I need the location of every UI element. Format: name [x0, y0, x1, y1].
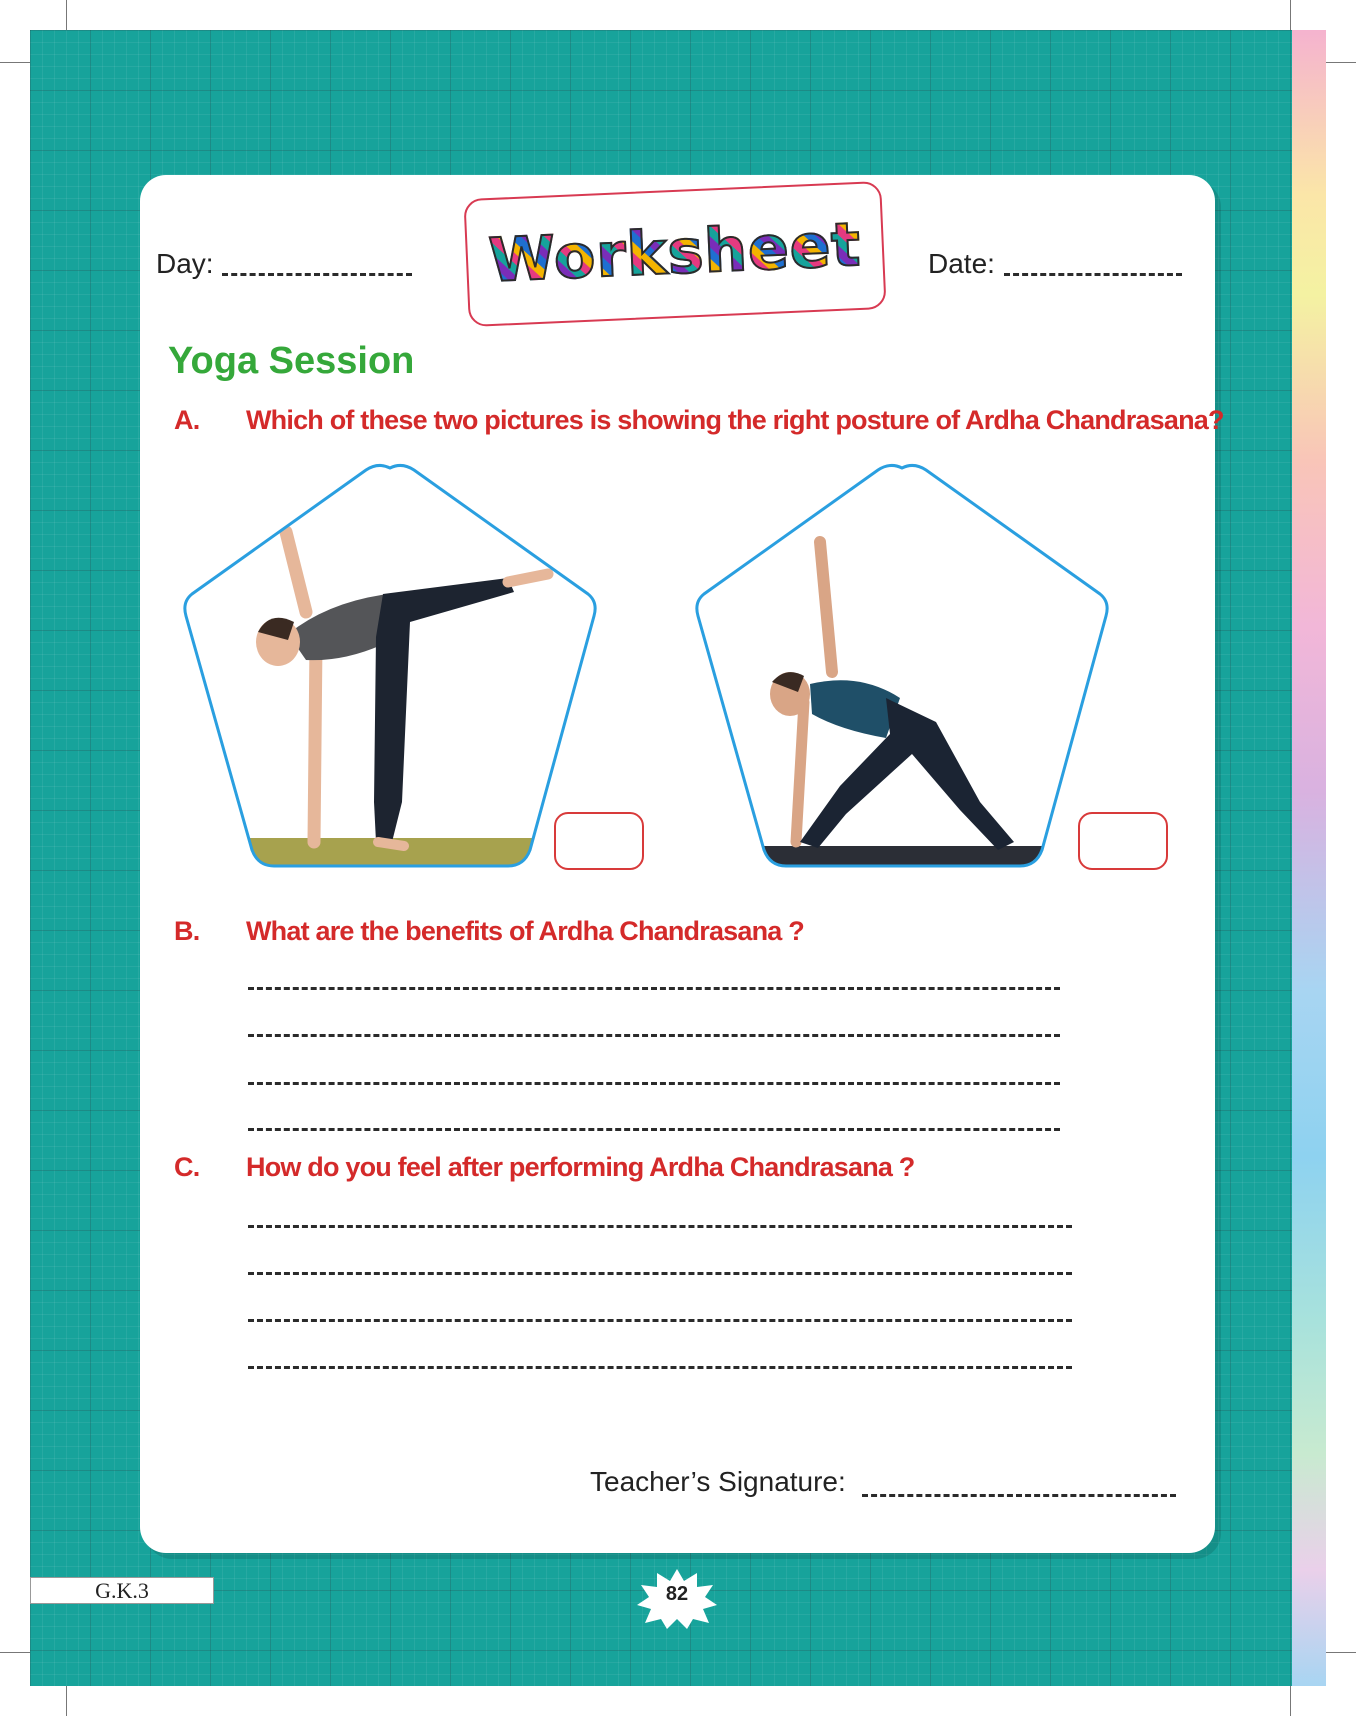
crop-mark	[1326, 62, 1356, 63]
rainbow-edge-strip	[1292, 30, 1326, 1686]
question-b-letter: B.	[174, 916, 200, 946]
answer-line-c-4[interactable]	[248, 1366, 1072, 1369]
date-blank-line[interactable]	[1004, 273, 1182, 276]
answer-box-picture-1[interactable]	[554, 812, 644, 870]
date-label: Date:	[928, 248, 995, 279]
crop-mark	[0, 1652, 30, 1653]
question-a-text: Which of these two pictures is showing the right posture of Ardha Chandrasana?	[246, 405, 1224, 435]
book-code: G.K.3	[30, 1577, 214, 1604]
signature-blank-line[interactable]	[862, 1494, 1176, 1497]
answer-line-c-1[interactable]	[248, 1225, 1072, 1228]
question-a-letter: A.	[174, 405, 200, 435]
question-c-text: How do you feel after performing Ardha Chandrasana ?	[246, 1152, 915, 1182]
crop-mark	[1290, 1686, 1291, 1716]
page-number: 82	[665, 1583, 689, 1605]
date-field[interactable]	[928, 248, 995, 280]
answer-line-c-3[interactable]	[248, 1319, 1072, 1322]
yoga-photo-triangle-pose	[690, 462, 1114, 874]
crop-mark	[1290, 0, 1291, 30]
crop-mark	[0, 62, 30, 63]
answer-line-b-2[interactable]	[248, 1034, 1060, 1037]
answer-box-picture-2[interactable]	[1078, 812, 1168, 870]
answer-line-b-4[interactable]	[248, 1128, 1060, 1131]
day-field[interactable]	[156, 248, 214, 280]
teacher-signature-label: Teacher’s Signature:	[590, 1466, 846, 1497]
crop-mark	[66, 0, 67, 30]
question-c-letter: C.	[174, 1152, 200, 1182]
section-title: Yoga Session	[168, 340, 415, 382]
day-label: Day:	[156, 248, 214, 279]
day-blank-line[interactable]	[222, 273, 412, 276]
answer-line-b-3[interactable]	[248, 1082, 1060, 1085]
yoga-photo-half-moon	[178, 462, 602, 874]
crop-mark	[66, 1686, 67, 1716]
worksheet-title: Worksheet	[487, 209, 863, 297]
answer-line-c-2[interactable]	[248, 1272, 1072, 1275]
question-b-text: What are the benefits of Ardha Chandrasana ?	[246, 916, 804, 946]
answer-line-b-1[interactable]	[248, 987, 1060, 990]
crop-mark	[1326, 1652, 1356, 1653]
